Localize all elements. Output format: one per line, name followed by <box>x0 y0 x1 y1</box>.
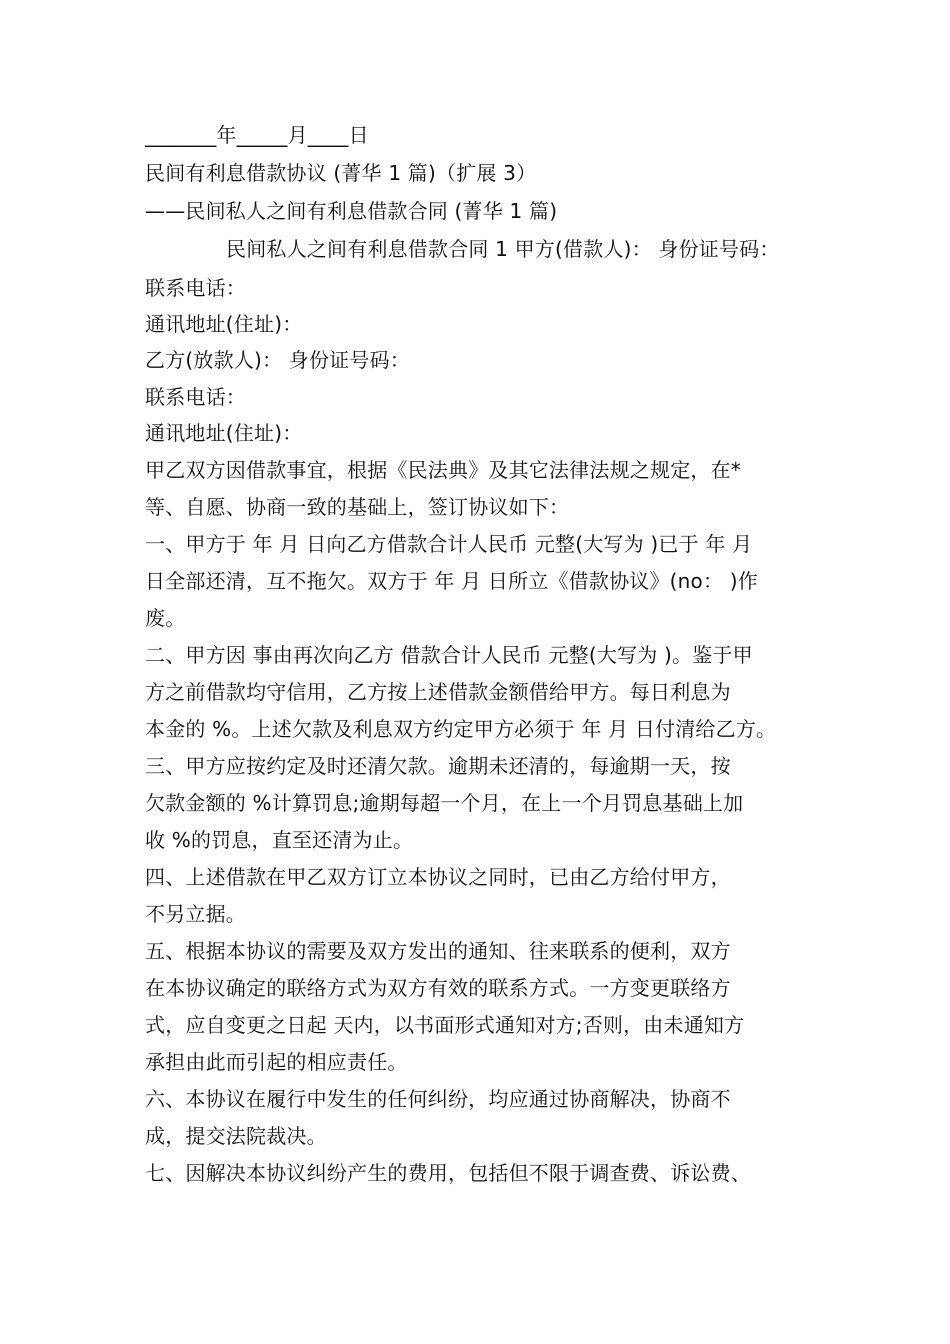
party-a-phone: 联系电话： <box>145 276 246 300</box>
party-b-line: 乙方(放款人)： 身份证号码： <box>145 348 410 372</box>
document-title: 民间有利息借款协议 (菁华 1 篇)（扩展 3） <box>145 161 537 185</box>
clause-2-line-3: 本金的 %。上述欠款及利息双方约定甲方必须于 年 月 日付清给乙方。 <box>145 717 777 741</box>
clause-6-line-2: 成，提交法院裁决。 <box>145 1124 327 1148</box>
clause-5-line-4: 承担由此而引起的相应责任。 <box>145 1050 408 1074</box>
party-b-phone: 联系电话： <box>145 385 246 409</box>
clause-3-line-2: 欠款金额的 %计算罚息;逾期每超一个月，在上一个月罚息基础上加 <box>145 791 744 815</box>
preamble-line-2: 等、自愿、协商一致的基础上，签订协议如下： <box>145 495 570 519</box>
clause-1-line-1: 一、甲方于 年 月 日向乙方借款合计人民币 元整(大写为 )已于 年 月 <box>145 532 753 556</box>
date-line: _______年_____月____日 <box>145 123 369 147</box>
clause-2-line-1: 二、甲方因 事由再次向乙方 借款合计人民币 元整(大写为 )。鉴于甲 <box>145 643 753 667</box>
clause-5-line-2: 在本协议确定的联络方式为双方有效的联系方式。一方变更联络方 <box>145 976 731 1000</box>
clause-6-line-1: 六、本协议在履行中发生的任何纠纷，均应通过协商解决，协商不 <box>145 1087 731 1111</box>
clause-1-line-3: 废。 <box>145 606 186 630</box>
contract-heading-line: 民间私人之间有利息借款合同 1 甲方(借款人)： 身份证号码： <box>226 237 780 261</box>
clause-7-line-1: 七、因解决本协议纠纷产生的费用，包括但不限于调查费、诉讼费、 <box>145 1161 751 1185</box>
clause-3-line-3: 收 %的罚息，直至还清为止。 <box>145 828 414 852</box>
clause-4-line-2: 不另立据。 <box>145 902 246 926</box>
clause-2-line-2: 方之前借款均守信用，乙方按上述借款金额借给甲方。每日利息为 <box>145 680 731 704</box>
clause-5-line-1: 五、根据本协议的需要及双方发出的通知、往来联系的便利，双方 <box>145 939 731 963</box>
clause-4-line-1: 四、上述借款在甲乙双方订立本协议之同时，已由乙方给付甲方， <box>145 865 731 889</box>
party-b-address: 通讯地址(住址)： <box>145 421 303 445</box>
clause-5-line-3: 式，应自变更之日起 天内，以书面形式通知对方;否则，由未通知方 <box>145 1013 745 1037</box>
party-a-address: 通讯地址(住址)： <box>145 312 303 336</box>
preamble-line-1: 甲乙双方因借款事宜，根据《民法典》及其它法律法规之规定，在* <box>145 458 741 482</box>
clause-1-line-2: 日全部还清，互不拖欠。双方于 年 月 日所立《借款协议》(no： )作 <box>145 569 758 593</box>
clause-3-line-1: 三、甲方应按约定及时还清欠款。逾期未还清的，每逾期一天，按 <box>145 754 731 778</box>
document-subtitle: ——民间私人之间有利息借款合同 (菁华 1 篇) <box>145 199 558 223</box>
